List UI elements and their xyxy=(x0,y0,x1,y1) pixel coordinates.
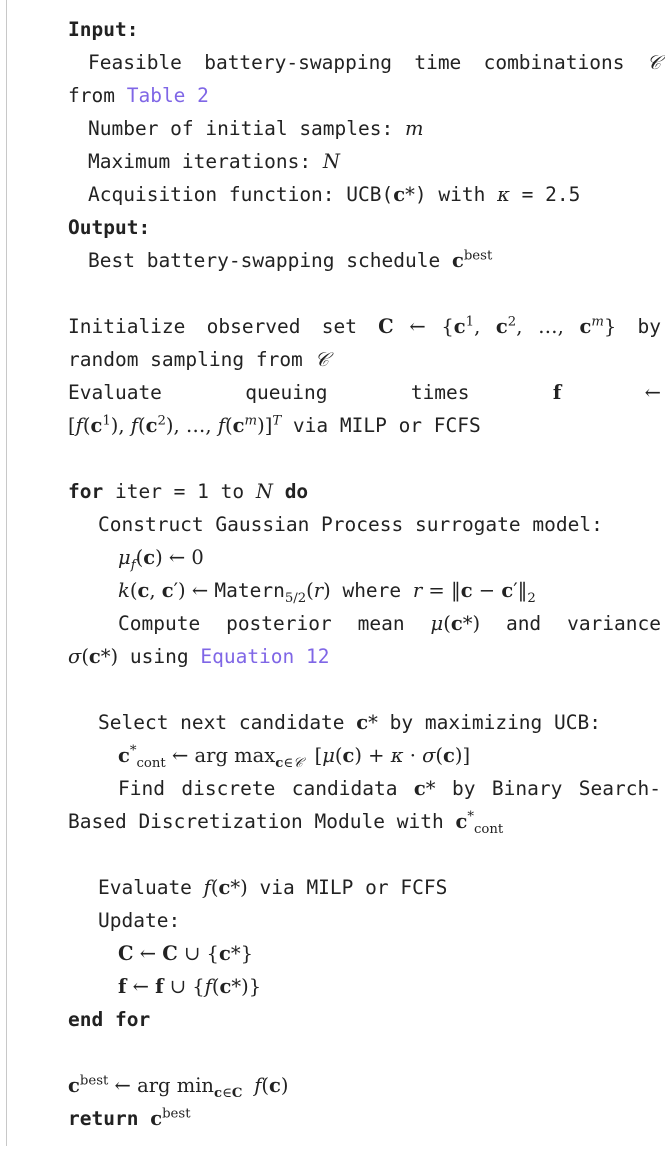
initialize-line: Initialize observed set C ← {$c^1$, $c^2$, …, $c^m$} by xyxy=(68,314,661,338)
find-line: Find discrete candidata c* by Binary Search- xyxy=(118,777,661,800)
table-2-link[interactable]: Table 2 xyxy=(126,84,209,107)
compute-line2: σ(c*) using Equation 12 xyxy=(68,645,330,668)
update-line: Update: xyxy=(98,909,181,932)
update-f-line: f ← f ∪ {f(c*)} xyxy=(118,975,262,998)
compute-line: Compute posterior mean μ(c*) and variance xyxy=(118,612,661,635)
acquisition-line: Acquisition function: UCB(c*) with κ = 2.5 xyxy=(88,183,581,206)
return-line: return $c^{best}$ xyxy=(68,1106,191,1130)
select-line: Select next candidate c* by maximizing UCB: xyxy=(98,711,601,734)
argmax-line: $c^*_{cont}$ ← arg $\max_{c\in 𝒞} [\mu(c) + \kappa \cdot \sigma(c)]$ xyxy=(118,743,471,771)
update-set-line: C ← C ∪ {c*} xyxy=(118,942,254,965)
argmin-line: $c^{best}$ ← arg $\min_{c\in C} f(c)$ xyxy=(68,1073,289,1101)
construct-line: Construct Gaussian Process surrogate model: xyxy=(98,513,603,536)
initialize-line2: random sampling from 𝒞 xyxy=(68,348,329,371)
left-rule xyxy=(6,0,7,1146)
output-header: Output: xyxy=(68,216,151,239)
end-for-line: end for xyxy=(68,1008,151,1031)
input-line1: Feasible battery-swapping time combinations 𝒞 xyxy=(88,51,661,74)
kernel-line: k(c, c′) ← Matern$_{5/2}$(r) where r = ‖c − $c'‖_2$ xyxy=(118,579,536,606)
initial-samples-line: Number of initial samples: m xyxy=(88,117,424,140)
mean-function-line: $\mu_f(c)$ ← 0 xyxy=(118,546,204,573)
equation-12-link[interactable]: Equation 12 xyxy=(200,645,330,668)
find-line2: Based Discretization Module with $c^*_{cont}$ xyxy=(68,809,504,837)
max-iterations-line: Maximum iterations: N xyxy=(88,150,340,173)
input-header: Input: xyxy=(68,18,139,41)
for-line: for iter = 1 to N do xyxy=(68,480,309,503)
input-line2: from Table 2 xyxy=(68,84,209,107)
evaluate-candidate-line: Evaluate f(c*) via MILP or FCFS xyxy=(98,876,448,899)
output-line: Best battery-swapping schedule $c^{best}$ xyxy=(88,248,493,272)
evaluate-line: Evaluate queuing times f ← xyxy=(68,381,661,404)
evaluate-line2: [$f(c^1)$, $f(c^2)$, …, $f(c^m)]^T$ via MILP or FCFS xyxy=(68,413,481,437)
